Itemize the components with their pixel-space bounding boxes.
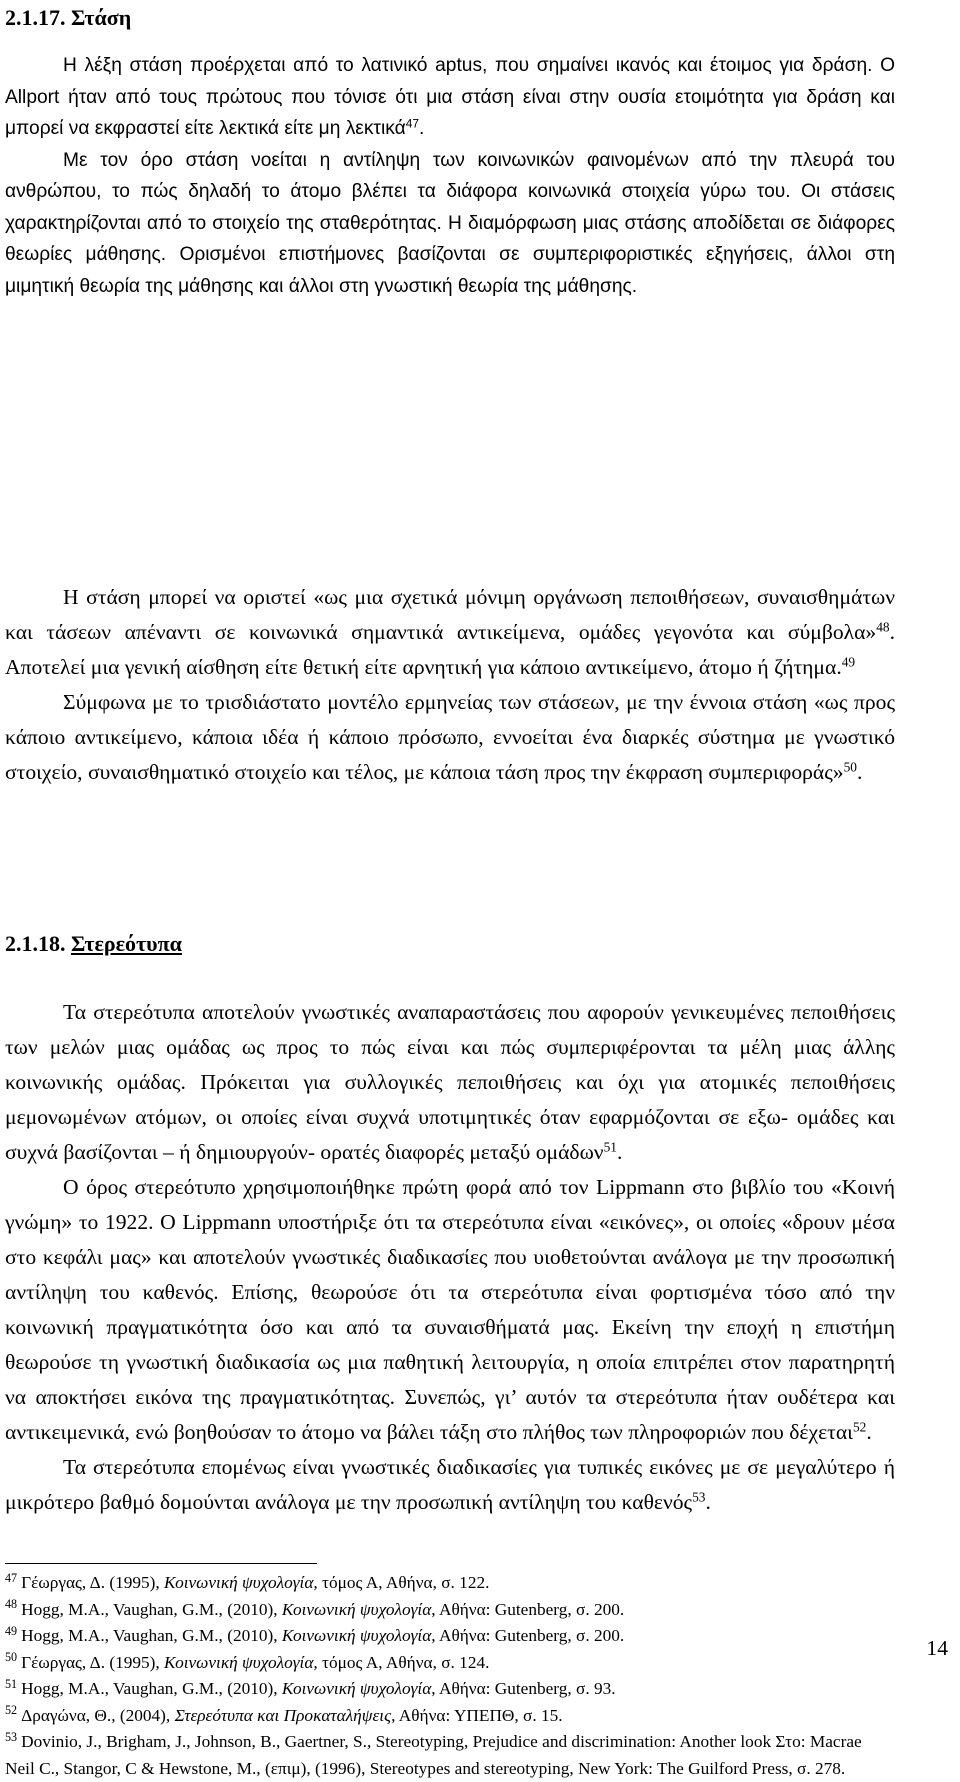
footnote (5, 1729, 895, 1782)
page-number: 14 (926, 1636, 948, 1660)
paragraph (5, 995, 895, 1170)
paragraph-tail: . (856, 760, 863, 784)
footnote-number: 50 (5, 1650, 18, 1665)
footnote (5, 1623, 895, 1650)
paragraph-text: Ο όρος στερεότυπο χρησιμοποιήθηκε πρώτη φορά από τον Lippmann στο βιβλίο του «Κοινή γνώμη» το 1922. Ο Lippmann υποστήριξε ότι τα στερεότυπα είναι «εικόνες», οι οποίες «δρουν μέσα στο κεφάλι μας» και αποτελούν γνωστικές διαδικασίες που υιοθετούνται ανάλογα με την προσωπική αντίληψη του καθενός. Επίσης, θεωρούσε ότι τα στερεότυπα είναι φορτισμένα τόσο από την κοινωνική πραγματικότητα όσο και από τα συναισθήματά μας. Εκείνη την εποχή η επιστήμη θεωρούσε τη γνωστική διαδικασία ως μια παθητική λειτουργία, η οποία επιτρέπει στον παρατηρητή να αποκτήσει εικόνα της πραγματικότητας. Συνεπώς, γι’ αυτόν τα στερεότυπα ήταν ουδέτερα και αντικειμενικά, ενώ βοηθούσαν το άτομο να βάλει τάξη στο πλήθος των πληροφοριών που δέχεται (5, 1175, 895, 1444)
footnote-title: Στερεότυπα και Προκαταλήψεις (174, 1705, 392, 1725)
paragraph-text: Τα στερεότυπα αποτελούν γνωστικές αναπαραστάσεις που αφορούν γενικευμένες πεποιθήσεις των μελών μιας ομάδας ως προς το πώς είναι και πώς συμπεριφέρονται τα μέλη μιας άλλης κοινωνικής ομάδας. Πρόκειται για συλλογικές πεποιθήσεις και όχι για ατομικές πεποιθήσεις μεμονωμένων ατόμων, οι οποίες είναι συχνά υποτιμητικές όταν εφαρμόζονται σε εξω- ομάδες και συχνά βασίζονται – ή δημιουργούν- ορατές διαφορές μεταξύ ομάδων (5, 1000, 895, 1164)
paragraph-tail: . (705, 1490, 711, 1514)
footnote-ref[interactable]: 52 (852, 1419, 867, 1435)
paragraph-tail: . (418, 118, 425, 139)
paragraph (5, 1450, 895, 1520)
section-title-stereotypa (5, 930, 182, 958)
footnote-text: Dovinio, J., Brigham, J., Johnson, B., Gaertner, S., Stereotyping, Prejudice and discrimination: Another look Στο: Macrae Neil C., Stangor, C & Hewstone, M., (επιμ), (1996), Stereotypes and stereotyping, New York: The Guilford Press, σ. 278. (5, 1732, 862, 1778)
footnote-text: , Αθήνα: Gutenberg, σ. 200. (431, 1599, 625, 1619)
footnote-title: Κοινωνική ψυχολογία (281, 1599, 432, 1619)
paragraph-text: Η λέξη στάση προέρχεται από το λατινικό aptus, που σημαίνει ικανός και έτοιμος για δράση. Ο Allport ήταν από τους πρώτους που τόνισε ότι μια στάση είναι στην ουσία ετοιμότητα για δράση και μπορεί να εκφραστεί είτε λεκτικά είτε μη λεκτικά (5, 55, 895, 139)
footnote-text: Δραγώνα, Θ., (2004), (21, 1705, 175, 1725)
footnote-title: Κοινωνική ψυχολογία (281, 1626, 432, 1645)
paragraph-text: Η στάση μπορεί να οριστεί «ως μια σχετικά μόνιμη οργάνωση πεποιθήσεων, συναισθημάτων και τάσεων απέναντι σε κοινωνικά σημαντικά αντικείμενα, ομάδες γεγονότα και σύμβολα» (5, 585, 895, 644)
footnote-text: , Αθήνα: Gutenberg, σ. 93. (431, 1679, 616, 1698)
footnote-number: 51 (5, 1676, 18, 1691)
footnote-text: , Αθήνα: ΥΠΕΠΘ, σ. 15. (391, 1705, 563, 1725)
footnote-ref[interactable]: 49 (841, 654, 856, 670)
paragraph (5, 1170, 895, 1450)
paragraph (5, 580, 895, 685)
paragraph (5, 50, 895, 145)
paragraph-text: Με τον όρο στάση νοείται η αντίληψη των κοινωνικών φαινομένων από την πλευρά του ανθρώπου, το πώς δηλαδή το άτομο βλέπει τα διάφορα κοινωνικά στοιχεία γύρω του. Οι στάσεις χαρακτηρίζονται από το στοιχείο της σταθερότητας. Η διαμόρφωση μιας στάσης αποδίδεται σε διάφορες θεωρίες μάθησης. Ορισμένοι επιστήμονες βασίζονται σε συμπεριφοριστικές εξηγήσεις, άλλοι στη μιμητική θεωρία της μάθησης και άλλοι στη γνωστική θεωρία της μάθησης. (5, 149, 895, 297)
footnote-title: Κοινωνική ψυχολογία (281, 1679, 432, 1698)
footnote-ref[interactable]: 48 (876, 619, 890, 635)
paragraph-tail: . (616, 1140, 623, 1164)
paragraph-text: . Αποτελεί μια γενική αίσθηση είτε θετική είτε αρνητική για κάποιο αντικείμενο, άτομο ή ζήτημα. (5, 620, 895, 679)
footnote-text: Hogg, M.A., Vaughan, G.M., (2010), (21, 1626, 282, 1645)
footnote-title: Κοινωνική ψυχολογία, (164, 1652, 318, 1672)
section2-body (5, 995, 895, 1520)
footnote-text: Hogg, M.A., Vaughan, G.M., (2010), (21, 1599, 282, 1619)
footnote-number: 52 (5, 1703, 18, 1718)
footnote-text: Hogg, M.A., Vaughan, G.M., (2010), (21, 1679, 282, 1698)
section-number: 2.1.18. (5, 931, 66, 956)
footnote-separator (5, 1563, 317, 1564)
footnote-text: Γέωργας, Δ. (1995), (21, 1573, 165, 1592)
footnote-number: 47 (5, 1570, 18, 1585)
footnote-ref[interactable]: 51 (603, 1139, 617, 1155)
section1-body-part2 (5, 580, 895, 790)
section-name: Στερεότυπα (71, 931, 182, 956)
footnote (5, 1650, 895, 1677)
footnote (5, 1570, 895, 1597)
footnote-number: 53 (5, 1729, 18, 1744)
paragraph (5, 685, 895, 790)
footnote-number: 49 (5, 1623, 18, 1638)
footnote-ref[interactable]: 47 (405, 116, 419, 131)
footnote-text: τόμος Α, Αθήνα, σ. 124. (317, 1652, 490, 1672)
footnote-title: Κοινωνική ψυχολογία, (164, 1573, 318, 1592)
footnote (5, 1676, 895, 1703)
footnotes (5, 1570, 895, 1782)
section-title-stasi: 2.1.17. Στάση (5, 5, 132, 30)
footnote-text: , Αθήνα: Gutenberg, σ. 200. (431, 1626, 625, 1645)
footnote (5, 1597, 895, 1624)
paragraph (5, 145, 895, 303)
footnote-ref[interactable]: 50 (843, 759, 857, 775)
footnote-ref[interactable]: 53 (692, 1489, 706, 1505)
paragraph-tail: . (866, 1420, 872, 1444)
footnote-text: τόμος Α, Αθήνα, σ. 122. (317, 1573, 490, 1592)
footnote-number: 48 (5, 1597, 18, 1612)
footnote (5, 1703, 895, 1730)
footnote-text: Γέωργας, Δ. (1995), (21, 1652, 165, 1672)
paragraph-text: Σύμφωνα με το τρισδιάστατο μοντέλο ερμηνείας των στάσεων, με την έννοια στάση «ως προς κάποιο αντικείμενο, κάποια ιδέα ή κάποιο πρόσωπο, εννοείται ένα διαρκές σύστημα με γνωστικό στοιχείο, συναισθηματικό στοιχείο και τέλος, με κάποια τάση προς την έκφραση συμπεριφοράς» (5, 690, 895, 784)
paragraph-text: Τα στερεότυπα επομένως είναι γνωστικές διαδικασίες για τυπικές εικόνες με σε μεγαλύτερο ή μικρότερο βαθμό δομούνται ανάλογα με την προσωπική αντίληψη του καθενός (5, 1455, 895, 1514)
section1-body-part1 (5, 50, 895, 302)
